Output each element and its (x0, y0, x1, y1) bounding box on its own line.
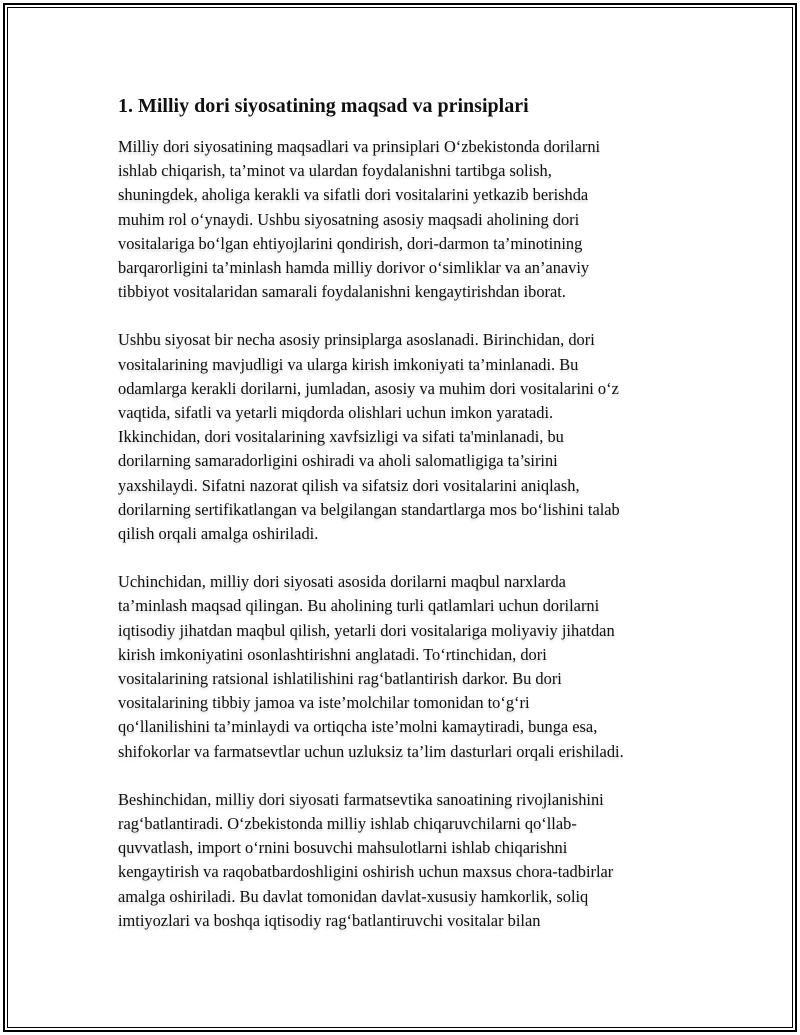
paragraph-line: kirish imkoniyatini osonlashtirishni anglatadi. To‘rtinchidan, dori (118, 644, 547, 664)
paragraph-line: Ushbu siyosat bir necha asosiy prinsiplarga asoslanadi. Birinchidan, dori (118, 330, 595, 350)
paragraph-line: qilish orqali amalga oshiriladi. (118, 524, 319, 544)
paragraph-line: dorilarning samaradorligini oshiradi va aholi salomatligiga ta’sirini (118, 451, 558, 471)
paragraph-line: Uchinchidan, milliy dori siyosati asosida dorilarni maqbul narxlarda (118, 572, 566, 592)
paragraph-line: quvvatlash, import o‘rnini bosuvchi mahsulotlarni ishlab chiqarishni (118, 838, 568, 858)
paragraph-line: kengaytirish va raqobatbardoshligini oshirish uchun maxsus chora-tadbirlar (118, 862, 614, 882)
paragraph-line: vositalarining mavjudligi va ularga kirish imkoniyati ta’minlanadi. Bu (118, 354, 579, 374)
paragraph-line: imtiyozlari va boshqa iqtisodiy rag‘batlantiruvchi vositalar bilan (118, 910, 541, 930)
paragraph-line: Milliy dori siyosatining maqsadlari va prinsiplari O‘zbekistonda dorilarni (118, 137, 601, 156)
paragraph-line: vositalarining ratsional ishlatilishini rag‘batlantirish darkor. Bu dori (118, 669, 562, 689)
paragraph-line: vaqtida, sifatli va yetarli miqdorda olishlari uchun imkon yaratadi. (118, 403, 554, 423)
paragraph-line: muhim rol o‘ynaydi. Ushbu siyosatning asosiy maqsadi aholining dori (118, 209, 580, 229)
paragraph-line: yaxshilaydi. Sifatni nazorat qilish va sifatsiz dori vositalarini aniqlash, (118, 475, 580, 495)
paragraph-line: amalga oshiriladi. Bu davlat tomonidan davlat-xususiy hamkorlik, soliq (118, 886, 589, 906)
section-heading: 1. Milliy dori siyosatining maqsad va prinsiplari (118, 95, 529, 117)
paragraph (118, 328, 692, 546)
paragraph-line: ishlab chiqarish, ta’minot va ulardan foydalanishni tartibga solish, (118, 161, 552, 181)
paragraph-line: tibbiyot vositalaridan samarali foydalanishni kengaytirishdan iborat. (118, 282, 566, 302)
paragraph-line: odamlarga kerakli dorilarni, jumladan, asosiy va muhim dori vositalarini o‘z (118, 378, 619, 398)
paragraph-line: barqarorligini ta’minlash hamda milliy dorivor o‘simliklar va an’anaviy (118, 258, 590, 278)
paragraph-line: Beshinchidan, milliy dori siyosati farmatsevtika sanoatining rivojlanishini (118, 789, 604, 809)
paragraph (118, 788, 692, 933)
paragraph-line: vositalariga bo‘lgan ehtiyojlarini qondirish, dori-darmon ta’minotining (118, 233, 583, 253)
paragraph-line: shuningdek, aholiga kerakli va sifatli dori vositalarini yetkazib berishda (118, 185, 589, 205)
paragraph-container (118, 135, 692, 933)
paragraph-line: dorilarning sertifikatlangan va belgilangan standartlarga mos bo‘lishini talab (118, 499, 620, 519)
document-body (118, 94, 692, 957)
paragraph-line: ta’minlash maqsad qilingan. Bu aholining turli qatlamlari uchun dorilarni (118, 596, 600, 616)
paragraph-line: shifokorlar va farmatsevtlar uchun uzluksiz ta’lim dasturlari orqali erishiladi. (118, 741, 624, 761)
paragraph-line: Ikkinchidan, dori vositalarining xavfsizligi va sifati ta'minlanadi, bu (118, 427, 564, 447)
paragraph (118, 570, 692, 764)
paragraph-line: qo‘llanilishini ta’minlaydi va ortiqcha iste’molni kamaytiradi, bunga esa, (118, 717, 598, 737)
paragraph-line: rag‘batlantiradi. O‘zbekistonda milliy ishlab chiqaruvchilarni qo‘llab- (118, 814, 577, 834)
paragraph-line: iqtisodiy jihatdan maqbul qilish, yetarli dori vositalariga moliyaviy jihatdan (118, 620, 615, 640)
paragraph (118, 135, 692, 304)
paragraph-line: vositalarining tibbiy jamoa va iste’molchilar tomonidan to‘g‘ri (118, 693, 530, 713)
